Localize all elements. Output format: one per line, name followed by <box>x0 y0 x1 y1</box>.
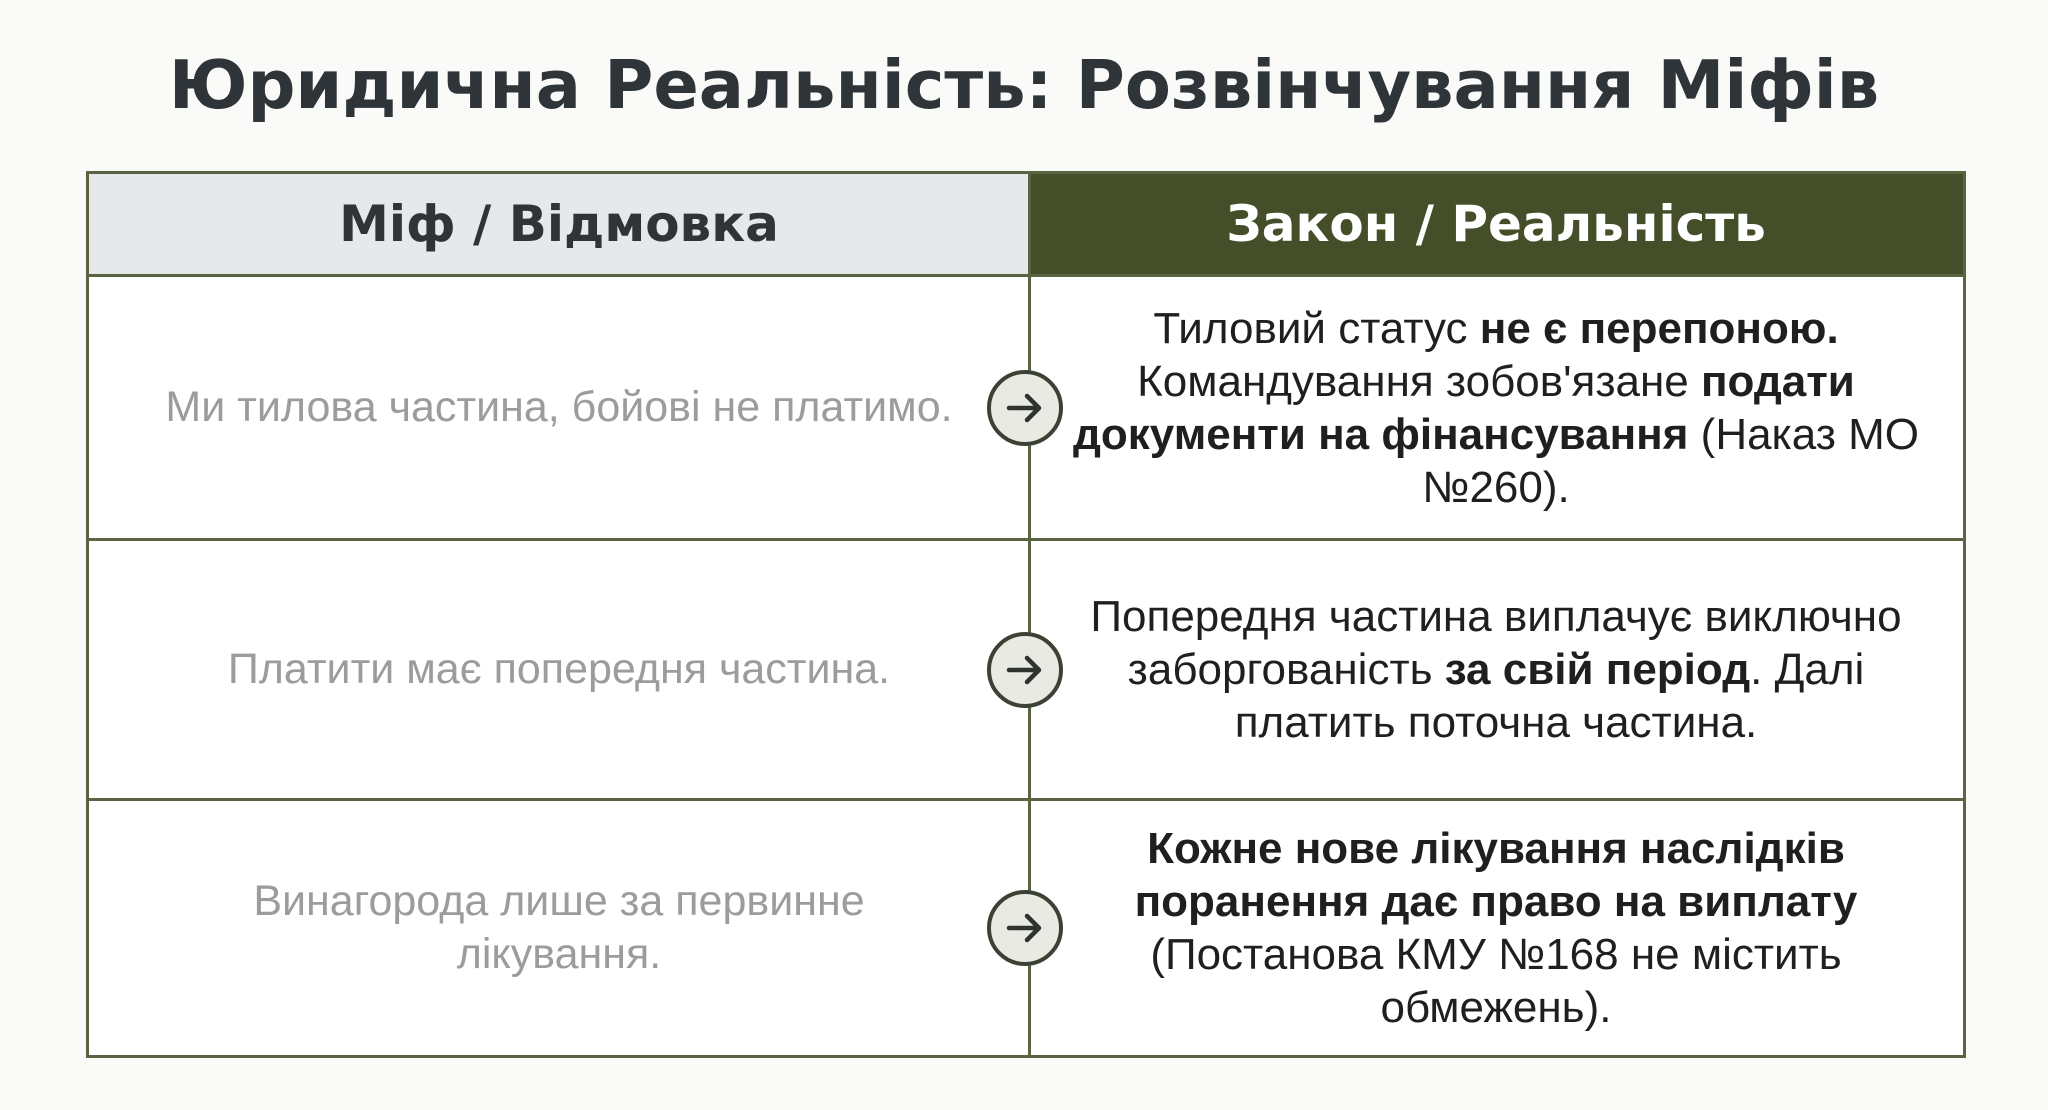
arrow-right-circle-icon <box>987 632 1063 708</box>
law-segment: Командування зобов'язане <box>1137 356 1701 406</box>
law-segment: Попередня частина виплачує виключно заборгованість <box>1090 592 1902 694</box>
myth-cell <box>89 277 1029 538</box>
law-cell <box>1029 541 1963 798</box>
law-cell <box>1029 801 1963 1055</box>
myth-text: Ми тилова частина, бойові не платимо. <box>165 383 953 431</box>
header-law: Закон / Реальність <box>1029 174 1963 274</box>
myth-text: Платити має попередня частина. <box>227 645 891 693</box>
table-row <box>89 277 1963 541</box>
law-segment-bold: за свій період <box>1444 645 1751 694</box>
law-cell <box>1029 277 1963 538</box>
law-segment-bold: не є перепоною. <box>1479 303 1839 353</box>
arrow-right-circle-icon <box>987 890 1063 966</box>
myth-text: Винагорода лише за первинне лікування. <box>253 877 865 978</box>
law-text <box>1069 590 1923 749</box>
law-segment: (Постанова КМУ №168 не містить обмежень). <box>1150 930 1842 1032</box>
table-header-row <box>89 174 1963 277</box>
myth-cell <box>89 801 1029 1055</box>
law-text <box>1069 302 1923 514</box>
table-row <box>89 801 1963 1055</box>
myth-reality-table <box>86 171 1966 1058</box>
law-text <box>1069 822 1923 1034</box>
page-title: Юридична Реальність: Розвінчування Міфів <box>168 46 1880 124</box>
myth-cell <box>89 541 1029 798</box>
header-myth: Міф / Відмовка <box>89 174 1029 274</box>
arrow-right-circle-icon <box>987 370 1063 446</box>
law-segment: . Далі платить поточна частина. <box>1234 645 1865 747</box>
law-segment-bold: Кожне нове лікування наслідків поранення дає право на виплату <box>1134 824 1858 926</box>
law-segment-bold: подати документи на фінансування <box>1072 356 1855 459</box>
table-row <box>89 541 1963 801</box>
law-segment: Тиловий статус <box>1153 303 1480 353</box>
law-segment: (Наказ МО №260). <box>1422 409 1920 512</box>
